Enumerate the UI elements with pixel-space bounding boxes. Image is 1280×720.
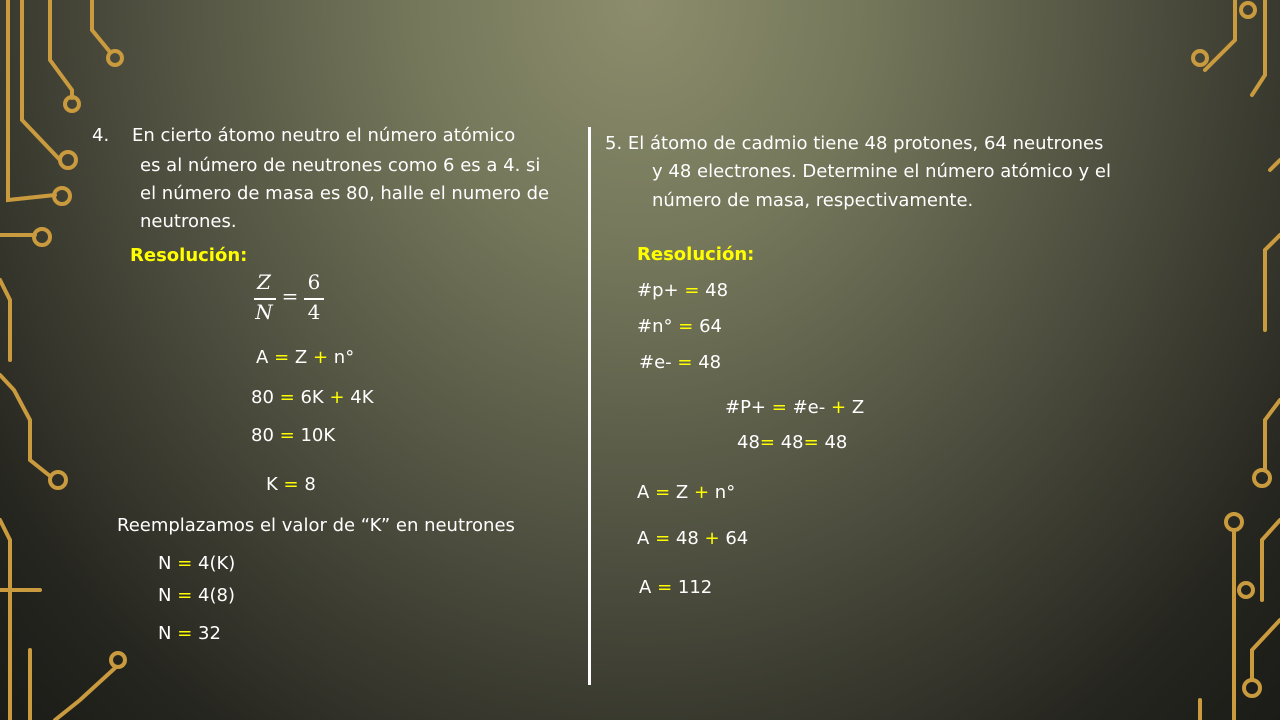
eq-n-32: N = 32 bbox=[158, 623, 221, 644]
eq-80-10k: 80 = 10K bbox=[251, 425, 336, 446]
eq-mass-number: A = Z + n° bbox=[256, 347, 355, 368]
eq-protons: #p+ = 48 bbox=[637, 280, 729, 301]
eq-charge-relation: #P+ = #e- + Z bbox=[725, 397, 865, 418]
replace-text: Reemplazamos el valor de “K” en neutrones bbox=[117, 515, 515, 536]
eq-n-4k: N = 4(K) bbox=[158, 553, 236, 574]
problem-4-line-4: neutrones. bbox=[140, 211, 237, 232]
problem-5-line-2: y 48 electrones. Determine el número atómico y el bbox=[652, 161, 1111, 182]
problem-4-line-2: es al número de neutrones como 6 es a 4. si bbox=[140, 155, 541, 176]
fraction-den-n: N bbox=[255, 300, 273, 324]
eq-k-8: K = 8 bbox=[266, 474, 316, 495]
problem-4-number: 4. bbox=[92, 125, 110, 146]
fraction-num-z: Z bbox=[257, 270, 271, 294]
eq-n-4-8: N = 4(8) bbox=[158, 585, 235, 606]
fraction-equals: = bbox=[281, 284, 299, 308]
eq-a-48-64: A = 48 + 64 bbox=[637, 528, 749, 549]
problem-4-line-1: En cierto átomo neutro el número atómico bbox=[132, 125, 516, 146]
problem-4-resolution-label: Resolución: bbox=[130, 245, 248, 266]
eq-charge-values: 48= 48= 48 bbox=[737, 432, 848, 453]
problem-5-line-3: número de masa, respectivamente. bbox=[652, 190, 974, 211]
eq-a-112: A = 112 bbox=[639, 577, 713, 598]
problem-4-line-3: el número de masa es 80, halle el numero de bbox=[140, 183, 550, 204]
eq-mass-number-5: A = Z + n° bbox=[637, 482, 736, 503]
eq-neutrons: #n° = 64 bbox=[637, 316, 722, 337]
problem-5-line-1: 5. El átomo de cadmio tiene 48 protones, 64 neutrones bbox=[605, 133, 1104, 154]
problem-5-resolution-label: Resolución: bbox=[637, 244, 755, 265]
eq-80-6k-4k: 80 = 6K + 4K bbox=[251, 387, 374, 408]
column-divider bbox=[588, 127, 591, 685]
fraction-num-6: 6 bbox=[307, 270, 321, 294]
fraction-den-4: 4 bbox=[307, 300, 321, 324]
eq-electrons: #e- = 48 bbox=[639, 352, 722, 373]
